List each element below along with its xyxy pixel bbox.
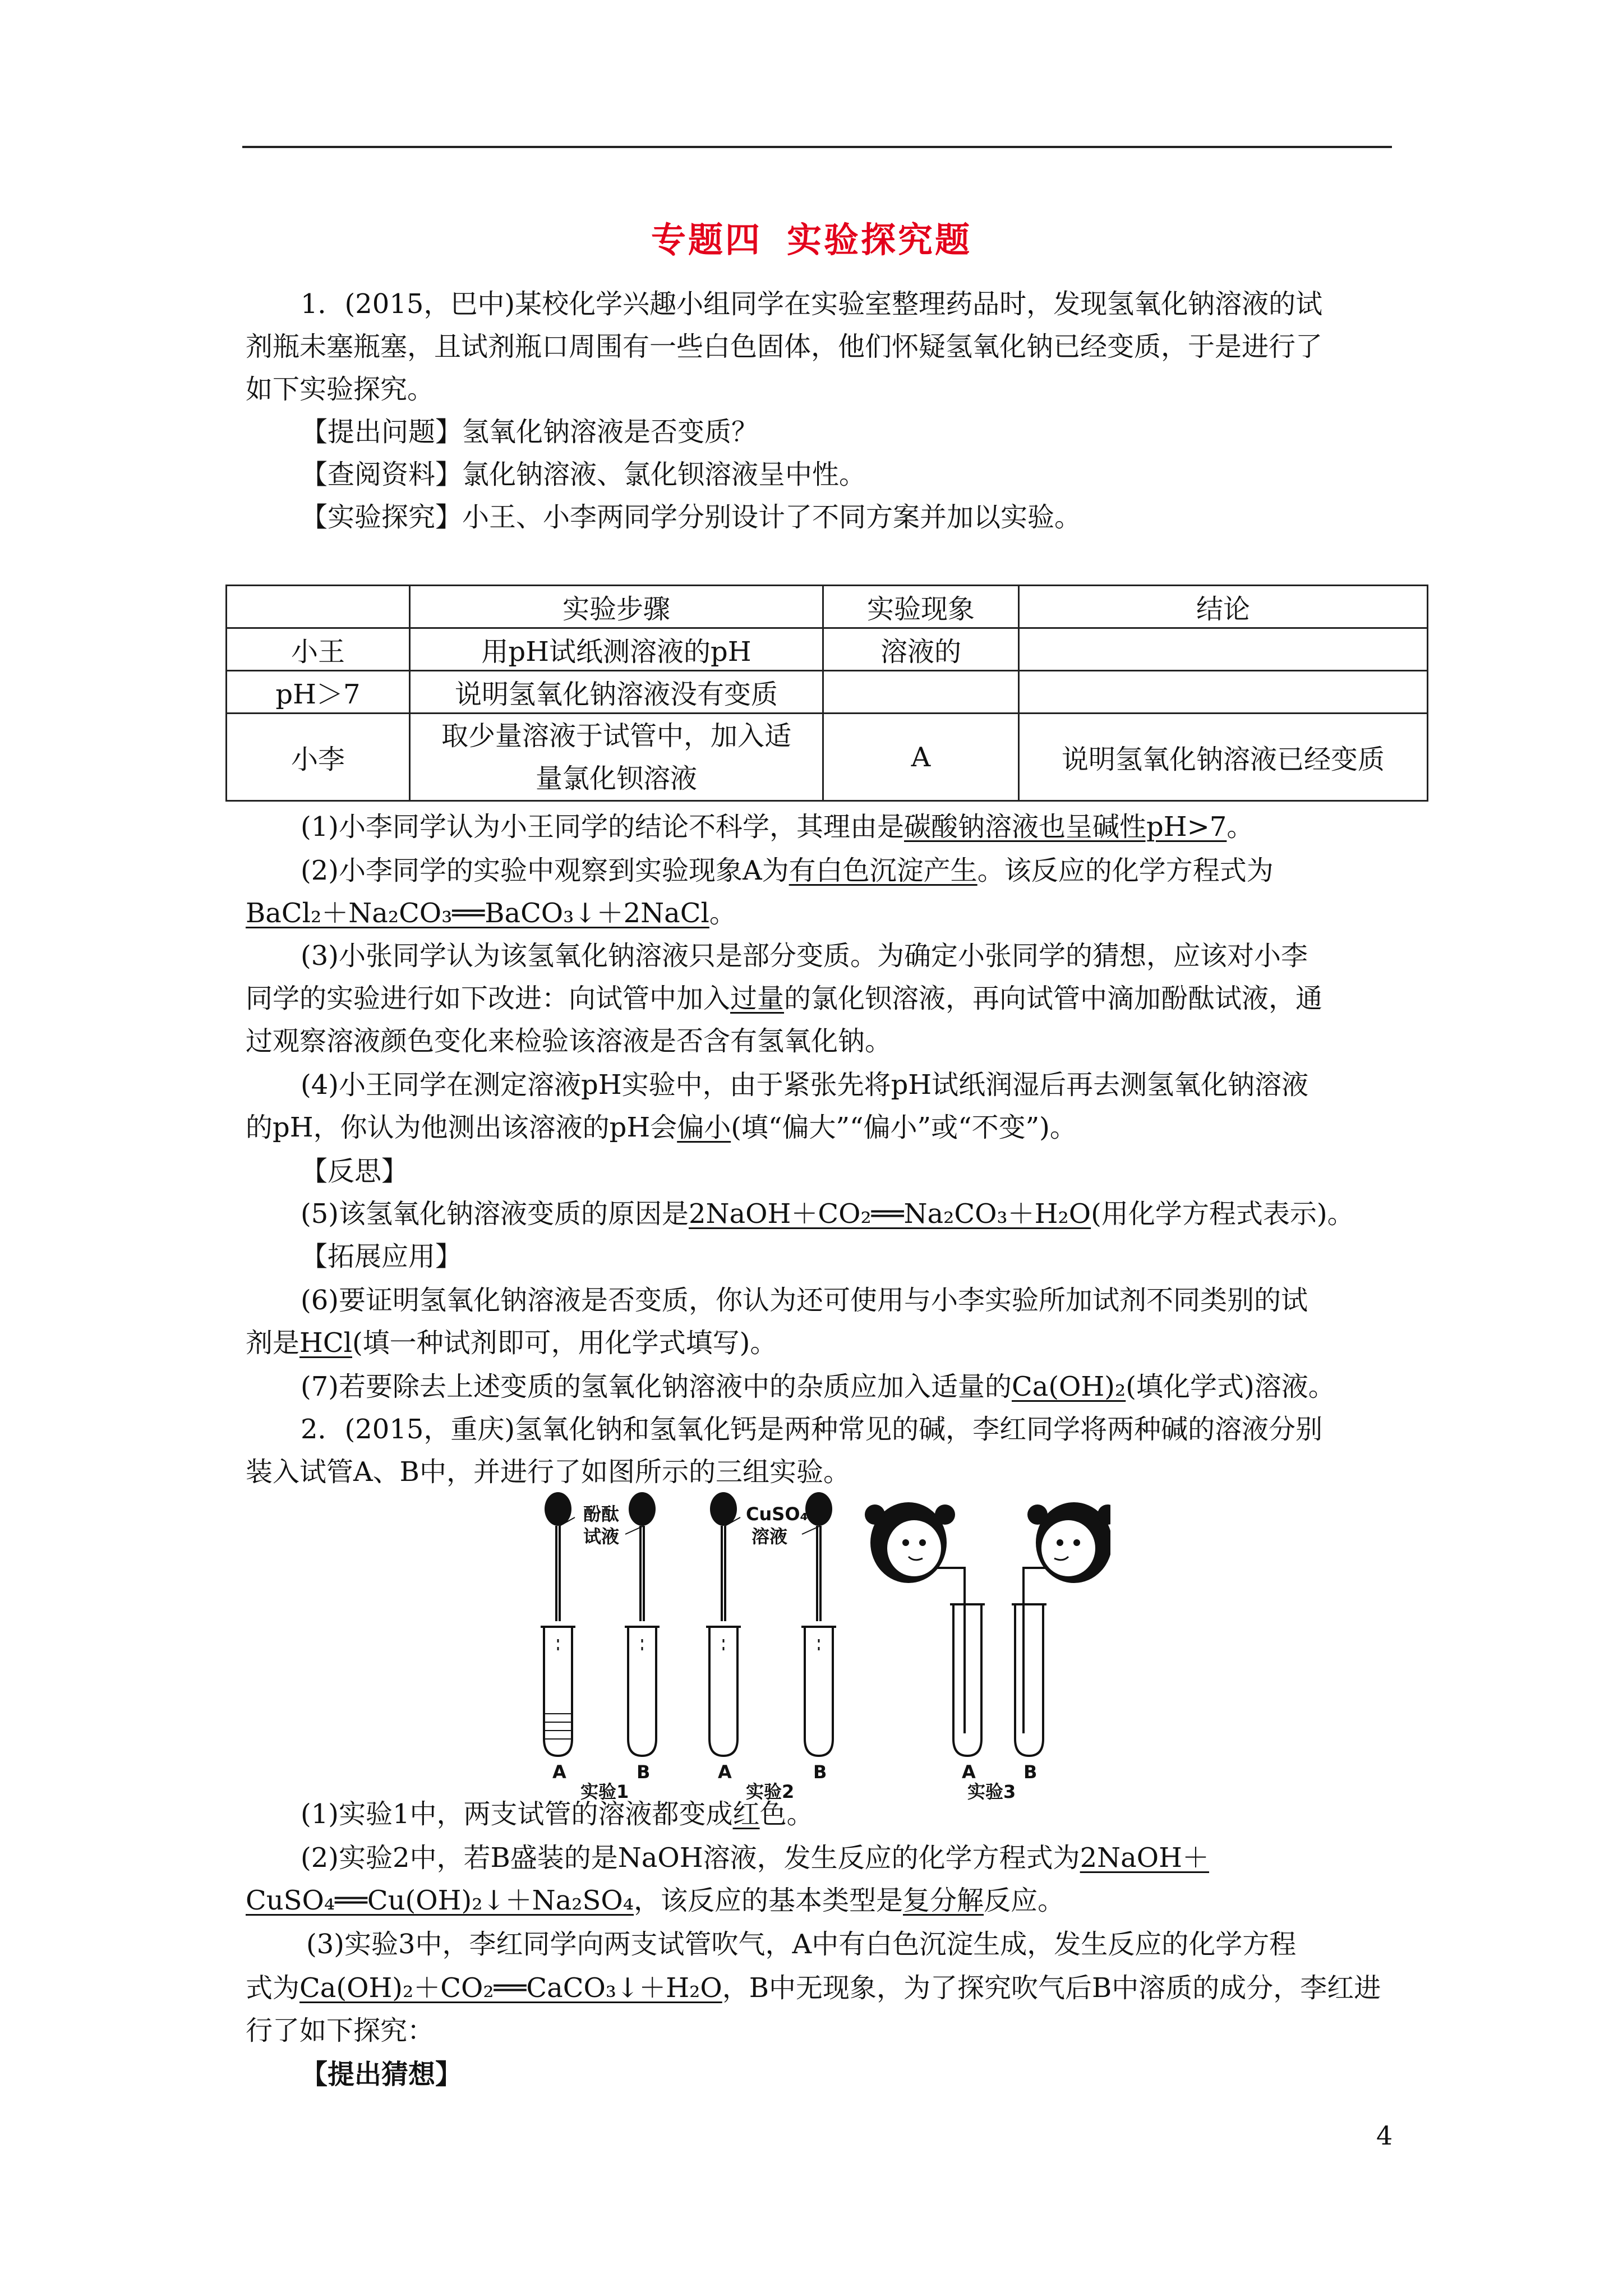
text-span: 式为 bbox=[246, 1972, 300, 2004]
tube-label: B bbox=[813, 1761, 827, 1783]
q1-extend: 【拓展应用】 bbox=[301, 1241, 463, 1272]
answer-blank: 有白色沉淀产生 bbox=[789, 855, 978, 886]
table-cell: 小李 bbox=[227, 714, 410, 801]
tube-label: A bbox=[962, 1761, 976, 1783]
text-span: 。 bbox=[1227, 811, 1254, 843]
text-span: (2)实验2中，若B盛装的是NaOH溶液，发生反应的化学方程式为 bbox=[301, 1842, 1080, 1874]
table-cell: 说明氢氧化钠溶液没有变质 bbox=[410, 671, 823, 714]
test-tube-icon bbox=[1012, 1568, 1046, 1756]
text-span: (填化学式)溶液。 bbox=[1126, 1371, 1335, 1402]
text-span: (2)小李同学的实验中观察到实验现象A为 bbox=[301, 855, 789, 886]
q1-sub3-line3: 过观察溶液颜色变化来检验该溶液是否含有氢氧化钠。 bbox=[246, 1025, 892, 1057]
answer-blank: 复分解 bbox=[903, 1885, 984, 1916]
title-topic: 专题四 bbox=[651, 219, 762, 260]
text-span: 。 bbox=[709, 898, 736, 929]
experiment-label: 实验2 bbox=[746, 1781, 795, 1801]
table-row bbox=[227, 628, 1428, 671]
q2-sub2-line1 bbox=[301, 1837, 1209, 1879]
text-span: (用化学方程式表示)。 bbox=[1091, 1198, 1354, 1230]
test-tube-icon bbox=[541, 1627, 575, 1756]
dropper-icon bbox=[817, 1526, 820, 1655]
title-name: 实验探究题 bbox=[787, 219, 972, 260]
text-span: ，该反应的基本类型是 bbox=[634, 1885, 903, 1916]
q1-sub2-equation bbox=[246, 892, 736, 935]
table-cell: 实验现象 bbox=[823, 586, 1019, 628]
q2-intro-line1: 2．(2015，重庆)氢氧化钠和氢氧化钙是两种常见的碱，李红同学将两种碱的溶液分别 bbox=[301, 1414, 1323, 1445]
dropper-icon bbox=[640, 1526, 644, 1655]
tube-label: A bbox=[718, 1761, 732, 1783]
test-tube-icon bbox=[937, 1568, 985, 1756]
test-tube-icon bbox=[625, 1627, 660, 1756]
table-cell: pH＞7 bbox=[227, 671, 410, 714]
text-span: (填一种试剂即可，用化学式填写)。 bbox=[352, 1327, 777, 1359]
text-span: 同学的实验进行如下改进：向试管中加入 bbox=[246, 983, 731, 1014]
text-span: 反应。 bbox=[984, 1885, 1065, 1916]
tube-label: B bbox=[1023, 1761, 1038, 1783]
page-title bbox=[0, 212, 1623, 262]
text-span: (7)若要除去上述变质的氢氧化钠溶液中的杂质应加入适量的 bbox=[301, 1371, 1012, 1402]
dropper-icon bbox=[556, 1526, 560, 1655]
table-cell bbox=[227, 586, 410, 628]
tube-label: B bbox=[637, 1761, 651, 1783]
answer-blank: HCl bbox=[299, 1327, 352, 1359]
q1-sub4-line1: (4)小王同学在测定溶液pH实验中，由于紧张先将pH试纸润湿后再去测氢氧化钠溶液 bbox=[301, 1069, 1309, 1101]
table-row bbox=[227, 714, 1428, 801]
q2-guess-heading: 【提出猜想】 bbox=[301, 2059, 463, 2090]
q1-sub1 bbox=[301, 806, 1253, 848]
q2-sub3-line2 bbox=[246, 1967, 1381, 2009]
table-cell: 实验步骤 bbox=[410, 586, 823, 628]
q1-sub7 bbox=[301, 1365, 1335, 1408]
table-cell: A bbox=[823, 714, 1019, 801]
text-span: 色。 bbox=[759, 1798, 814, 1830]
answer-blank: 过量 bbox=[730, 983, 785, 1014]
q1-intro-line3: 如下实验探究。 bbox=[246, 374, 435, 405]
q1-sub2 bbox=[301, 849, 1274, 892]
text-span: 的pH，你认为他测出该溶液的pH会 bbox=[246, 1112, 677, 1143]
tube-label: A bbox=[552, 1761, 566, 1783]
q1-sub5 bbox=[301, 1193, 1354, 1235]
q2-sub1 bbox=[301, 1793, 814, 1835]
q1-sub3-line1: (3)小张同学认为该氢氧化钠溶液只是部分变质。为确定小张同学的猜想，应该对小李 bbox=[301, 940, 1308, 972]
student-blowing-icon bbox=[1027, 1502, 1110, 1583]
table-row bbox=[227, 671, 1428, 714]
table-cell bbox=[1019, 671, 1428, 714]
q1-explore: 【实验探究】小王、小李两同学分别设计了不同方案并加以实验。 bbox=[301, 501, 1082, 533]
answer-blank: BaCl₂＋Na₂CO₃══BaCO₃↓＋2NaCl bbox=[246, 898, 709, 929]
q2-sub3-line1: (3)实验3中，李红同学向两支试管吹气，A中有白色沉淀生成，发生反应的化学方程 bbox=[306, 1929, 1297, 1960]
q1-sub3-line2 bbox=[246, 977, 1322, 1020]
q1-problem: 【提出问题】氢氧化钠溶液是否变质？ bbox=[301, 416, 759, 448]
experiment-label: 实验3 bbox=[967, 1781, 1016, 1801]
table-cell: 小王 bbox=[227, 628, 410, 671]
table-cell-line: 量氯化钡溶液 bbox=[535, 762, 697, 794]
q1-intro-line1: 1．(2015，巴中)某校化学兴趣小组同学在实验室整理药品时，发现氢氧化钠溶液的试 bbox=[301, 288, 1323, 320]
table-cell: 溶液的 bbox=[823, 628, 1019, 671]
text-span: 剂是 bbox=[246, 1327, 300, 1359]
table-cell: 说明氢氧化钠溶液已经变质 bbox=[1019, 714, 1428, 801]
table-cell: 结论 bbox=[1019, 586, 1428, 628]
answer-blank: 碳酸钠溶液也呈碱性pH>7 bbox=[904, 811, 1227, 843]
experiment-figure bbox=[522, 1487, 1110, 1801]
table-cell bbox=[1019, 628, 1428, 671]
experiment-table bbox=[225, 585, 1428, 802]
q1-sub6-line2 bbox=[246, 1322, 777, 1364]
table-cell bbox=[410, 714, 823, 801]
text-span: (填“偏大”“偏小”或“不变”)。 bbox=[731, 1112, 1077, 1143]
answer-blank: 2NaOH＋CO₂══Na₂CO₃＋H₂O bbox=[689, 1198, 1091, 1230]
dropper-icon bbox=[722, 1526, 725, 1655]
test-tube-icon bbox=[801, 1627, 836, 1756]
table-cell bbox=[823, 671, 1019, 714]
q2-intro-line2: 装入试管A、B中，并进行了如图所示的三组实验。 bbox=[246, 1456, 850, 1488]
table-cell: 用pH试纸测溶液的pH bbox=[410, 628, 823, 671]
test-tube-icon bbox=[706, 1627, 741, 1756]
answer-blank: 红 bbox=[732, 1798, 760, 1830]
text-span: (1)小李同学认为小王同学的结论不科学，其理由是 bbox=[301, 811, 904, 843]
answer-blank: CuSO₄══Cu(OH)₂↓＋Na₂SO₄ bbox=[246, 1885, 634, 1916]
student-blowing-icon bbox=[865, 1502, 955, 1583]
reagent-label: 溶液 bbox=[751, 1526, 788, 1547]
text-span: ，B中无现象，为了探究吹气后B中溶质的成分，李红进 bbox=[722, 1972, 1381, 2004]
text-span: (5)该氢氧化钠溶液变质的原因是 bbox=[301, 1198, 689, 1230]
answer-blank: 偏小 bbox=[677, 1112, 731, 1143]
reagent-label: 试液 bbox=[583, 1526, 620, 1547]
experiment-label: 实验1 bbox=[580, 1781, 629, 1801]
table-cell-line: 取少量溶液于试管中，加入适 bbox=[441, 720, 791, 752]
q1-sub4-line2 bbox=[246, 1106, 1077, 1149]
answer-blank: Ca(OH)₂＋CO₂══CaCO₃↓＋H₂O bbox=[299, 1972, 722, 2004]
text-span: 。该反应的化学方程式为 bbox=[977, 855, 1274, 886]
reagent-label: CuSO₄ bbox=[746, 1503, 808, 1525]
q1-reference: 【查阅资料】氯化钠溶液、氯化钡溶液呈中性。 bbox=[301, 459, 866, 490]
table-header-row bbox=[227, 586, 1428, 628]
q1-reflect: 【反思】 bbox=[301, 1156, 409, 1187]
q2-sub2-line2 bbox=[246, 1879, 1064, 1922]
answer-blank: 2NaOH＋ bbox=[1080, 1842, 1210, 1874]
q2-sub3-line3: 行了如下探究： bbox=[246, 2015, 435, 2046]
answer-blank: Ca(OH)₂ bbox=[1012, 1371, 1126, 1402]
text-span: (1)实验1中，两支试管的溶液都变成 bbox=[301, 1798, 733, 1830]
q1-intro-line2: 剂瓶未塞瓶塞，且试剂瓶口周围有一些白色固体，他们怀疑氢氧化钠已经变质，于是进行了 bbox=[246, 331, 1323, 362]
reagent-label: 酚酞 bbox=[583, 1503, 620, 1525]
header-rule bbox=[242, 146, 1392, 148]
text-span: 的氯化钡溶液，再向试管中滴加酚酞试液，通 bbox=[784, 983, 1323, 1014]
q1-sub6-line1: (6)要证明氢氧化钠溶液是否变质，你认为还可使用与小李实验所加试剂不同类别的试 bbox=[301, 1285, 1308, 1316]
page-number: 4 bbox=[1376, 2120, 1393, 2151]
